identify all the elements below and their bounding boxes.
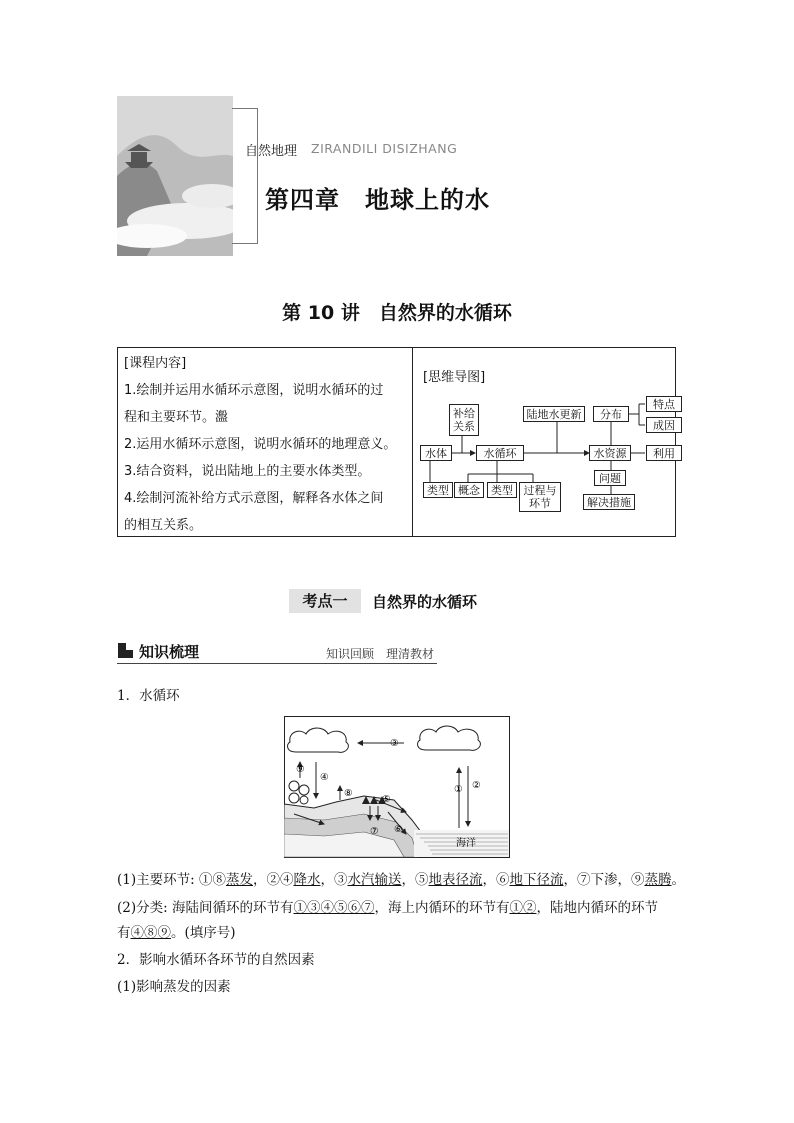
item-heading: 2．影响水循环各环节的自然因素 (117, 952, 315, 968)
mindmap-node-liyong: 利用 (646, 445, 682, 461)
mindmap-node-leixing: 类型 (423, 482, 453, 498)
answer-paragraph-2 (117, 896, 687, 920)
answer-blank: 蒸腾 (644, 872, 672, 888)
cycle-label: ② (472, 780, 481, 791)
course-table (117, 347, 676, 537)
course-content (118, 348, 413, 536)
knowledge-subtitle: 知识回顾 理清教材 (326, 647, 435, 661)
course-line: 1.绘制并运用水循环示意图，说明水循环的过 (124, 383, 384, 398)
text-span: (2)分类: 海陆间循环的环节有 (117, 900, 294, 916)
answer-blank: ④⑧⑨ (130, 925, 171, 941)
answer-blank: ①② (509, 900, 537, 916)
lecture-title: 第 10 讲 自然界的水循环 (282, 302, 512, 324)
mindmap-node-guocheng (519, 482, 561, 512)
mindmap-node-shuixunhuan: 水循环 (476, 445, 524, 461)
course-line: 4.绘制河流补给方式示意图，解释各水体之间 (124, 491, 384, 506)
answer-blank: 地表径流 (428, 872, 483, 888)
mindmap-node-fenbu: 分布 (593, 406, 629, 422)
course-line: 的相互关系。 (124, 518, 203, 533)
mindmap-node-label: 补给 关系 (453, 407, 475, 433)
water-cycle-diagram (284, 716, 510, 858)
banner-rule (257, 108, 258, 244)
landscape-photo (117, 96, 233, 256)
section-title: 自然界的水循环 (372, 593, 478, 611)
mindmap-node-wenti: 问题 (594, 470, 626, 486)
text-span: ，③ (320, 872, 348, 888)
mindmap-node-leixing: 类型 (487, 482, 517, 498)
cycle-label: ⑥ (394, 824, 403, 835)
mindmap-node-bugei (449, 404, 479, 436)
mindmap-node-jiejue: 解决措施 (583, 494, 635, 510)
answer-paragraph-1 (117, 868, 687, 892)
answer-blank: ①③④⑤⑥⑦ (293, 900, 375, 916)
knowledge-title: 知识梳理 (139, 643, 200, 661)
mindmap-node-ludi: 陆地水更新 (523, 406, 585, 422)
cycle-label: ⑧ (344, 788, 353, 799)
mindmap-node-chengyin: 成因 (646, 417, 682, 433)
sub-heading: (1)影响蒸发的因素 (117, 979, 231, 995)
mindmap-node-shuiti: 水体 (420, 445, 452, 461)
mindmap-node-shuiziyuan: 水资源 (589, 445, 631, 461)
answer-paragraph-2-cont (117, 921, 236, 945)
mindmap-node-tedian: 特点 (646, 396, 682, 412)
banner-rule (232, 108, 258, 109)
mindmap-header: [思维导图] (423, 370, 486, 385)
text-span: ，陆地内循环的环节 (536, 900, 658, 916)
text-span: ，⑤ (401, 872, 429, 888)
cycle-label: ⑦ (370, 826, 379, 837)
cycle-label: ③ (390, 738, 399, 749)
answer-blank: 地下径流 (509, 872, 564, 888)
cloud-icon (418, 726, 481, 750)
knowledge-divider (117, 663, 437, 664)
ocean-label: 海洋 (456, 838, 476, 849)
cycle-label: ⑤ (382, 794, 391, 805)
subject-pinyin: ZIRANDILI DISIZHANG (311, 141, 458, 156)
text-span: 。(填序号) (171, 925, 236, 941)
mindmap-node-gainian: 概念 (454, 482, 484, 498)
course-line: 2.运用水循环示意图，说明水循环的地理意义。 (124, 437, 397, 452)
text-span: ，⑥ (482, 872, 510, 888)
text-span: ，⑦下渗，⑨ (563, 872, 645, 888)
section-square-icon (118, 643, 133, 658)
section-tag: 考点一 (289, 589, 361, 613)
cycle-label: ④ (320, 772, 329, 783)
answer-blank: 降水 (293, 872, 321, 888)
cloud-icon (288, 728, 349, 752)
answer-blank: 蒸发 (225, 872, 253, 888)
course-header: [课程内容] (124, 356, 187, 371)
cycle-label: ⑨ (296, 764, 305, 775)
text-span: 有 (117, 925, 131, 941)
text-span: 。 (671, 872, 685, 888)
banner-rule (232, 243, 258, 244)
course-line: 3.结合资料，说出陆地上的主要水体类型。 (124, 464, 371, 479)
cycle-label: ① (454, 784, 463, 795)
item-heading: 1．水循环 (117, 688, 180, 704)
text-span: ，海上内循环的环节有 (374, 900, 510, 916)
course-line: 程和主要环节。瀊 (124, 410, 229, 425)
answer-blank: 水汽输送 (347, 872, 402, 888)
text-span: ，②④ (252, 872, 294, 888)
chapter-title: 第四章 地球上的水 (265, 186, 490, 214)
text-span: (1)主要环节: ①⑧ (117, 872, 226, 888)
subject-label: 自然地理 (245, 144, 298, 159)
mindmap-node-label: 过程与 环节 (523, 484, 557, 510)
